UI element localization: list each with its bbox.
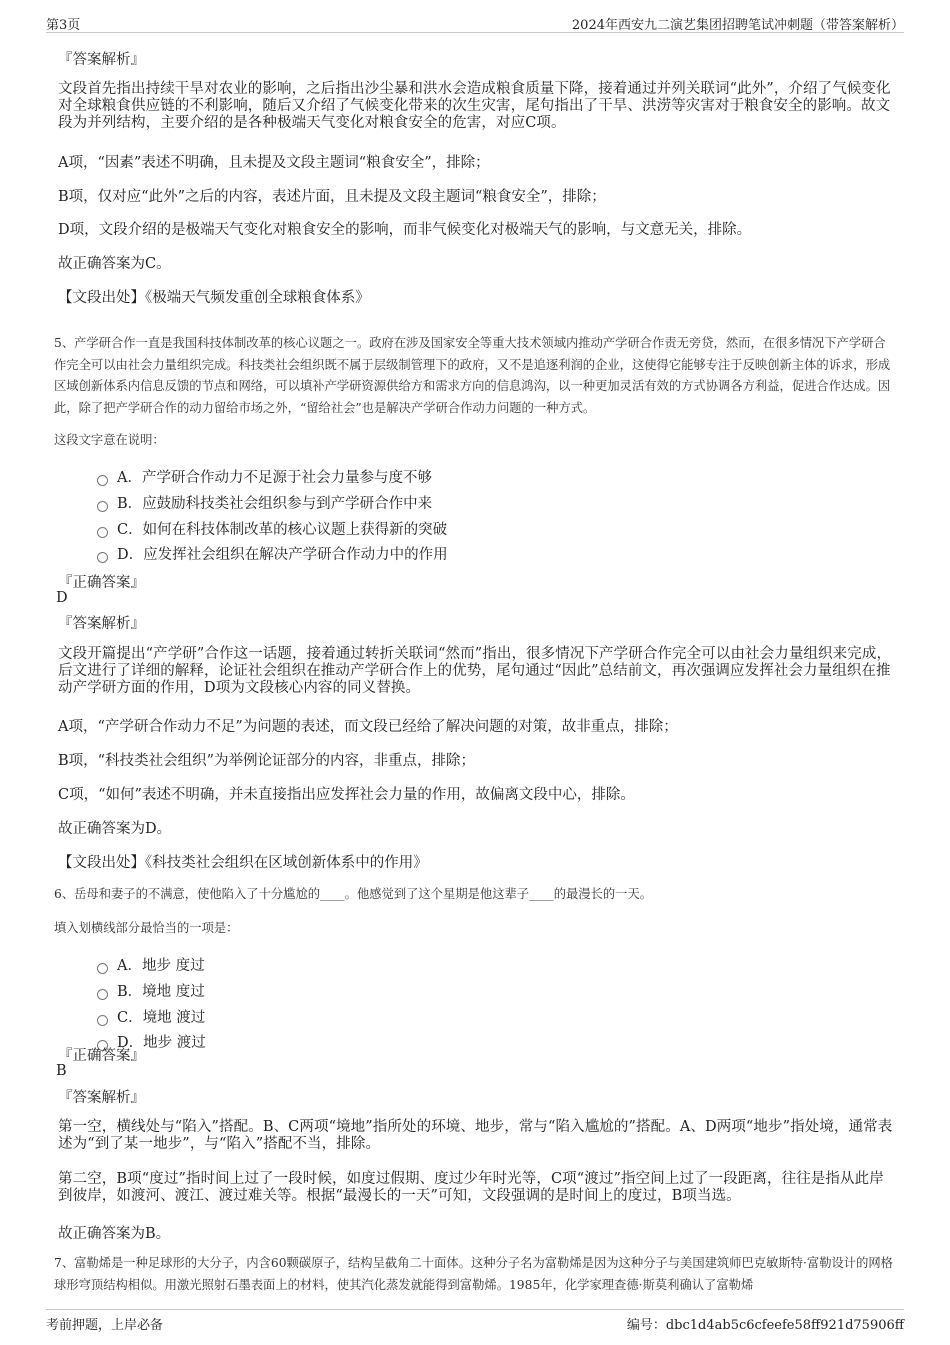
q6-analysis-paragraph-1: 第一空，横线处与“陷入”搭配。B、C两项“境地”指所处的环境、地步，常与“陷入尴尬的”搭配。A、D两项“地步”指处境，通常表述为“到了某一地步”，与“陷入”搭配不当，排除。: [58, 1119, 893, 1152]
q6-stem: 6、岳母和妻子的不满意，使他陷入了十分尴尬的____。他感觉到了这个星期是他这辈子____的最漫长的一天。: [54, 887, 653, 901]
q5-stem: 5、产学研合作一直是我国科技体制改革的核心议题之一。政府在涉及国家安全等重大技术领域内推动产学研合作责无旁贷，然而，在很多情况下产学研合作完全可以由社会力量组织完成。科技类社会组织既不属于层级制管理下的政府，又不是追逐利润的企业，这使得它能够专注于反映创新主体的诉求，形成区域创新体系内信息反馈的节点和网络，可以填补产学研资源供给方和需求方向的信息鸿沟，以一种更加灵活有效的方式协调各方利益，促进合作达成。因此，除了把产学研合作的动力留给市场之外，“留给社会”也是解决产学研合作动力问题的一种方式。: [54, 336, 891, 415]
q5-analysis-option-c: C项，“如何”表述不明确，并未直接指出应发挥社会力量的作用，故偏离文段中心，排除。: [58, 787, 635, 803]
q5-source: 【文段出处】《科技类社会组织在区域创新体系中的作用》: [58, 855, 428, 871]
q4-analysis-label: 『答案解析』: [58, 52, 145, 68]
page-number: 第3页: [46, 18, 81, 33]
q6-answer-label: 『正确答案』: [58, 1048, 145, 1064]
q5-prompt: 这段文字意在说明：: [54, 433, 165, 447]
q5-option-a[interactable]: [97, 466, 432, 487]
q5-answer: D: [56, 590, 68, 606]
option-label: A．产学研合作动力不足源于社会力量参与度不够: [117, 470, 432, 486]
q5-option-b[interactable]: [97, 492, 432, 513]
q4-analysis-option-b: B项，仅对应“此外”之后的内容，表述片面，且未提及文段主题词“粮食安全”，排除；: [58, 189, 606, 205]
q5-analysis-option-a: A项，“产学研合作动力不足”为问题的表述，而文段已经给了解决问题的对策，故非重点，排除；: [58, 719, 678, 735]
option-label: C．境地 渡过: [117, 1010, 206, 1026]
q5-answer-label: 『正确答案』: [58, 575, 145, 591]
option-label: D．地步 渡过: [117, 1035, 206, 1051]
q5-analysis-label: 『答案解析』: [58, 616, 145, 632]
radio-icon[interactable]: [97, 501, 108, 512]
footer-slogan: 考前押题，上岸必备: [46, 1318, 164, 1333]
q4-conclusion: 故正确答案为C。: [58, 256, 171, 272]
radio-icon[interactable]: [97, 1015, 108, 1026]
q6-conclusion: 故正确答案为B。: [58, 1226, 171, 1242]
option-label: C．如何在科技体制改革的核心议题上获得新的突破: [117, 522, 448, 538]
q4-source: 【文段出处】《极端天气频发重创全球粮食体系》: [58, 290, 370, 306]
option-label: B．应鼓励科技类社会组织参与到产学研合作中来: [117, 496, 433, 512]
document-title: 2024年西安九二演艺集团招聘笔试冲刺题（带答案解析）: [571, 18, 904, 33]
q6-prompt: 填入划横线部分最恰当的一项是：: [54, 921, 239, 935]
q6-answer: B: [56, 1063, 67, 1079]
page-footer: [46, 1309, 904, 1333]
radio-icon[interactable]: [97, 527, 108, 538]
q5-option-d[interactable]: [97, 543, 448, 564]
radio-icon[interactable]: [97, 552, 108, 563]
q7-stem: 7、富勒烯是一种足球形的大分子，内含60颗碳原子，结构呈截角二十面体。这种分子名为富勒烯是因为这种分子与美国建筑师巴克敏斯特·富勒设计的网格球形穹顶结构相似。用激光照射石墨表面上的材料，使其汽化蒸发就能得到富勒烯。1985年，化学家理查德·斯莫利确认了富勒烯: [54, 1256, 893, 1292]
q6-analysis-label: 『答案解析』: [58, 1090, 145, 1106]
document-code: 编号：dbc1d4ab5c6cfeefe58ff921d75906ff: [626, 1318, 904, 1333]
q5-analysis-paragraph: 文段开篇提出“产学研”合作这一话题，接着通过转折关联词“然而”指出，很多情况下产学研合作完全可以由社会力量组织来完成，后文进行了详细的解释，论证社会组织在推动产学研合作上的优势，尾句通过“因此”总结前文，再次强调应发挥社会力量组织在推动产学研方面的作用，D项为文段核心内容的同义替换。: [58, 646, 892, 696]
option-label: B．境地 度过: [117, 984, 205, 1000]
q6-option-a[interactable]: [97, 954, 205, 975]
q5-analysis-option-b: B项，“科技类社会组织”为举例论证部分的内容，非重点，排除；: [58, 753, 475, 769]
radio-icon[interactable]: [97, 989, 108, 1000]
q4-analysis-option-d: D项，文段介绍的是极端天气变化对粮食安全的影响，而非气候变化对极端天气的影响，与文意无关，排除。: [58, 222, 752, 238]
q5-option-c[interactable]: [97, 518, 447, 539]
q6-option-c[interactable]: [97, 1006, 205, 1027]
option-label: D．应发挥社会组织在解决产学研合作动力中的作用: [117, 547, 448, 563]
q5-conclusion: 故正确答案为D。: [58, 821, 172, 837]
radio-icon[interactable]: [97, 963, 108, 974]
q4-analysis-paragraph: 文段首先指出持续干旱对农业的影响，之后指出沙尘暴和洪水会造成粮食质量下降，接着通过并列关联词“此外”，介绍了气候变化对全球粮食供应链的不利影响，随后又介绍了气候变化带来的次生灾害，尾句指出了干旱、洪涝等灾害对于粮食安全的影响。故文段为并列结构，主要介绍的是各种极端天气变化对粮食安全的危害，对应C项。: [58, 81, 891, 131]
page-header: [46, 12, 904, 33]
radio-icon[interactable]: [97, 475, 108, 486]
option-label: A．地步 度过: [117, 958, 205, 974]
q6-analysis-paragraph-2: 第二空，B项“度过”指时间上过了一段时候，如度过假期、度过少年时光等，C项“渡过”指空间上过了一段距离，往往是指从此岸到彼岸，如渡河、渡江、渡过难关等。根据“最漫长的一天”可知，文段强调的是时间上的度过，B项当选。: [58, 1171, 884, 1204]
q6-option-b[interactable]: [97, 980, 205, 1001]
q4-analysis-option-a: A项，“因素”表述不明确，且未提及文段主题词“粮食安全”，排除；: [58, 155, 490, 171]
